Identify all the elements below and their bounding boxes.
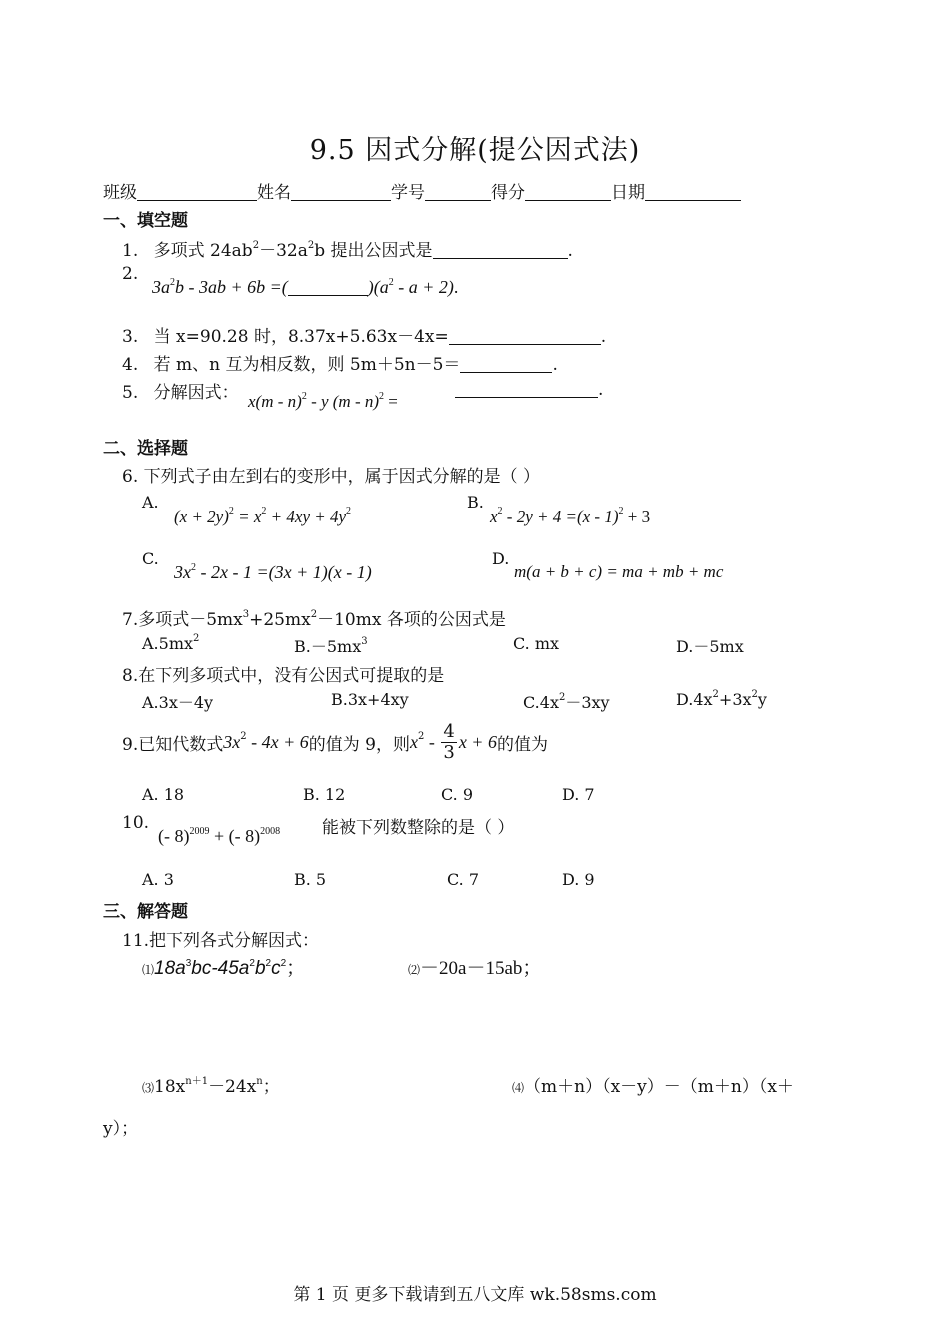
date-blank — [645, 182, 741, 201]
q7-option-a: $A.5mx^2$ — [142, 633, 200, 653]
question-7: 7.多项式$-5mx^3+25mx^2-10mx$ 各项的公因式是 — [122, 609, 506, 630]
fraction-4-3: $\frac{4}{3}$ — [443, 721, 455, 763]
q9-option-b: B. 12 — [303, 785, 346, 804]
q9-option-d: D. 7 — [562, 785, 595, 804]
q7-option-b: $B.-5mx^3$ — [294, 636, 368, 656]
question-4: 4. 若 m、n 互为相反数，则 5m＋5n－5＝ . — [122, 355, 558, 375]
question-5-blank: . — [455, 379, 603, 400]
date-label: 日期 — [611, 183, 645, 203]
answer-blank-2[interactable] — [288, 277, 368, 296]
question-5: 5. 分解因式： — [122, 383, 239, 403]
q10-option-c: C. 7 — [447, 870, 480, 889]
question-2-num: 2. — [122, 264, 139, 284]
header-info-line — [103, 178, 741, 203]
section2-heading: 二、选择题 — [103, 439, 188, 459]
q9-option-c: C. 9 — [441, 785, 474, 804]
q10-option-a: A. 3 — [142, 870, 174, 889]
q8-option-a: A.3x－4y — [142, 693, 214, 712]
q6-option-d-label: D. — [492, 549, 510, 568]
q6-option-b-label: B. — [467, 493, 484, 512]
q11-part-4: ⑷（m＋n）（x－y）－（m＋n）（x＋ — [512, 1077, 794, 1097]
name-label: 姓名 — [257, 183, 291, 203]
page-title: 9.5 因式分解(提公因式法) — [309, 135, 641, 166]
q8-option-d: $D.4x^2+3x^2y$ — [676, 689, 767, 709]
score-label: 得分 — [491, 183, 525, 203]
q10-option-d: D. 9 — [562, 870, 595, 889]
q6-option-a: $(x + 2y)^2 = x^2 + 4xy + 4y^2$ — [174, 506, 352, 526]
q11-part-1: $⑴18a^3bc-45a^2b^2c^2$； — [142, 958, 306, 979]
q8-option-b: B.3x+4xy — [331, 690, 409, 709]
name-blank — [291, 182, 391, 201]
q6-option-c-label: C. — [142, 549, 159, 568]
question-8: 8.在下列多项式中，没有公因式可提取的是 — [122, 666, 445, 686]
q6-option-a-label: A. — [142, 493, 159, 512]
id-blank — [425, 182, 491, 201]
q6-option-d: m(a + b + c) = ma + mb + mc — [514, 562, 724, 581]
q10-option-b: B. 5 — [294, 870, 327, 889]
question-5-expr: x(m - n)$^2$ - y (m - n)$^2$ = — [248, 391, 398, 411]
class-blank — [137, 182, 257, 201]
q11-part-2: ⑵－20a－15ab； — [408, 958, 542, 979]
class-label: 班级 — [103, 183, 137, 203]
q8-option-c: $C.4x^2-3xy$ — [523, 692, 610, 712]
question-10-num: 10. — [122, 813, 150, 833]
id-label: 学号 — [391, 183, 425, 203]
question-9: 9.已知代数式$3x^2 - 4x + 6$的值为 9，则$x^2$ - $\frac{4}{3}$ x + 6的值为 — [122, 721, 548, 763]
question-2-expr: $3a^2b - 3ab + 6b$ =( )$(a^2 - a + 2)$. — [152, 277, 459, 297]
answer-blank-3[interactable] — [449, 326, 601, 345]
question-11: 11.把下列各式分解因式： — [122, 931, 320, 951]
score-blank — [525, 182, 611, 201]
q7-option-d: D.－5mx — [676, 637, 744, 656]
page-footer: 第 1 页 更多下载请到五八文库 wk.58sms.com — [293, 1285, 657, 1305]
q9-option-a: A. 18 — [142, 785, 185, 804]
q6-option-b: $x^2 - 2y + 4 =(x - 1)^2 + 3$ — [490, 506, 651, 526]
q7-option-c: C. mx — [513, 634, 560, 653]
answer-blank-1[interactable] — [433, 240, 568, 259]
section1-heading: 一、填空题 — [103, 211, 188, 231]
question-1: 1. 多项式 $24ab^2-32a^2b$ 提出公因式是 . — [122, 240, 573, 261]
question-6: 6. 下列式子由左到右的变形中，属于因式分解的是（ ） — [122, 467, 541, 487]
section3-heading: 三、解答题 — [103, 902, 188, 922]
question-3: 3. 当 x=90.28 时，8.37x+5.63x－4x= . — [122, 327, 607, 347]
q11-part-3: $⑶18x^{n+1}-24x^n$； — [142, 1076, 280, 1097]
question-10-expr: (- 8)$^{2009}$ + (- 8)$^{2008}$ — [158, 826, 281, 846]
q11-part-4-cont: y）； — [103, 1119, 139, 1139]
answer-blank-4[interactable] — [460, 354, 552, 373]
q6-option-c: $3x^2 - 2x - 1 =(3x + 1)(x - 1)$ — [174, 562, 372, 582]
answer-blank-5[interactable] — [455, 379, 598, 398]
question-10-text: 能被下列数整除的是（ ） — [322, 818, 515, 838]
